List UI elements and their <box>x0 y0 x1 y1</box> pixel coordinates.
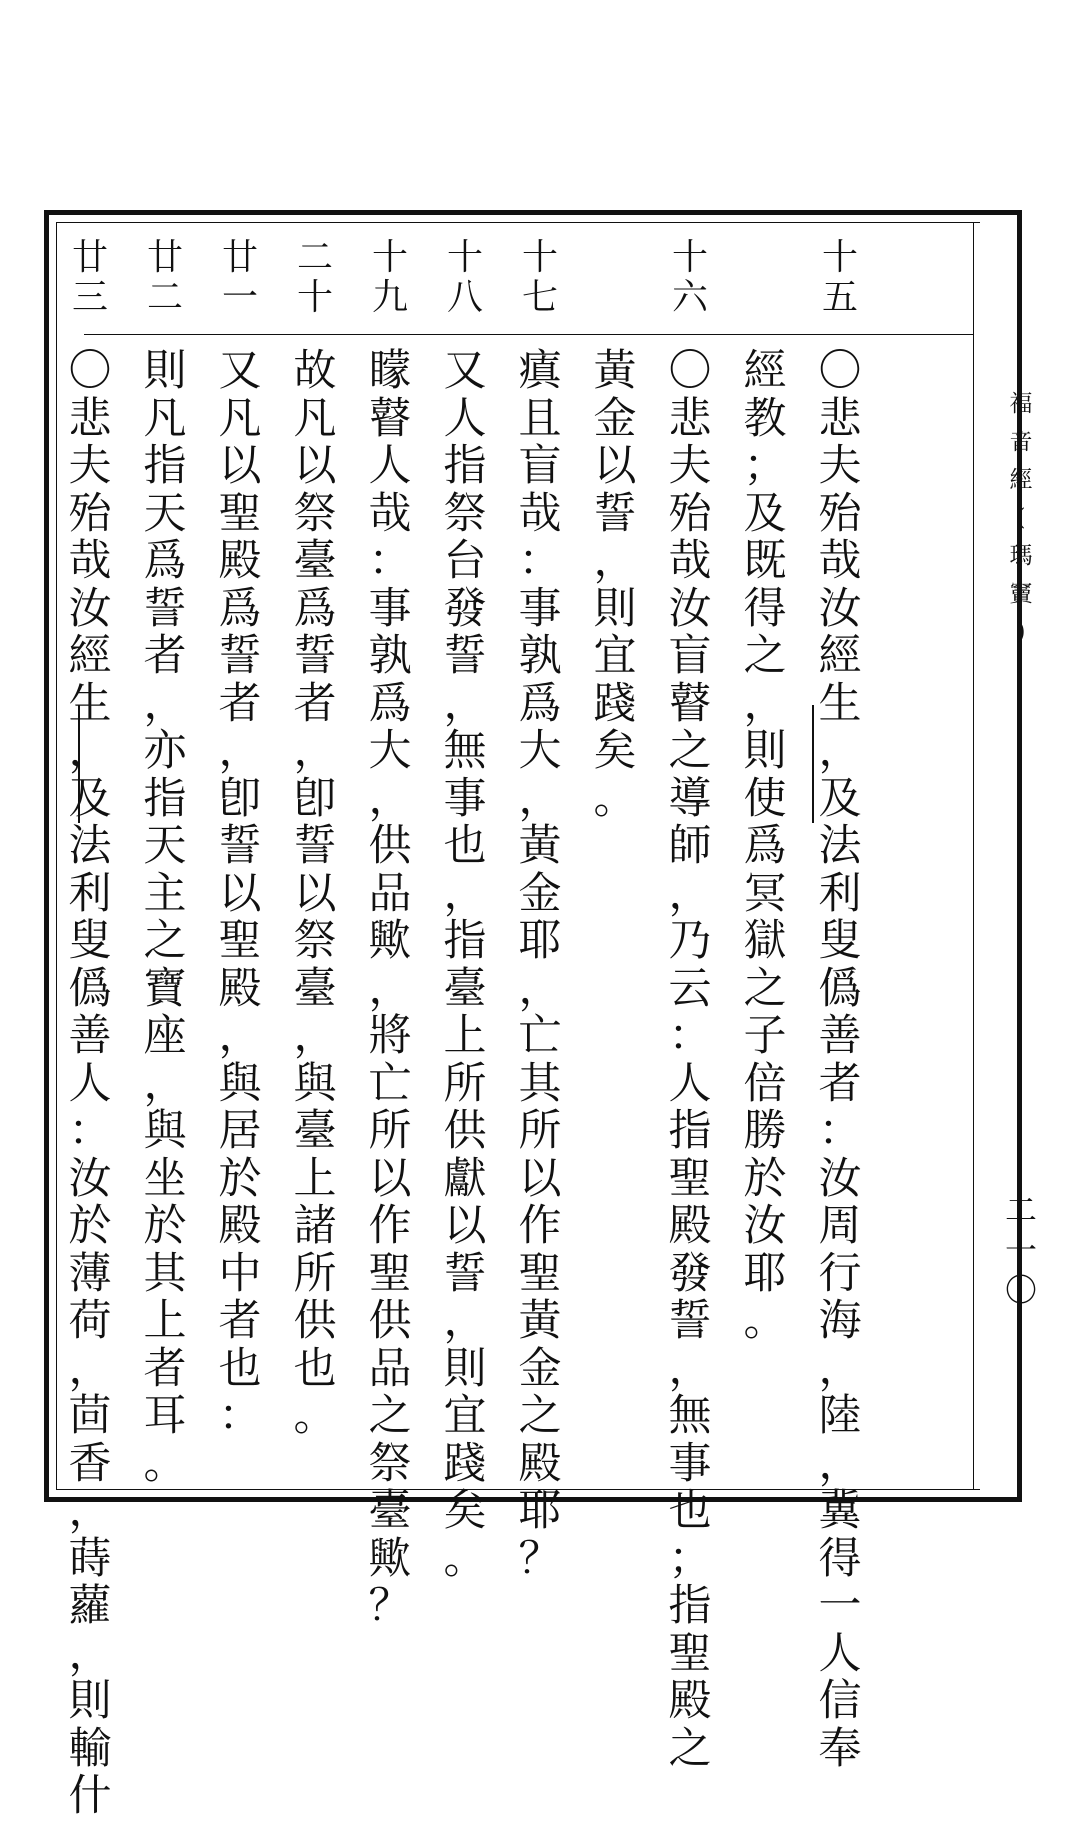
verse-number-rule <box>84 334 973 335</box>
page-number: 二 一 〇 <box>1004 1191 1037 1309</box>
verse-text: 矇 瞽 人 哉 ： 事 孰 爲 大 ， 供 品 歟 ， 將 亡 所 以 作 聖 供 品 之 祭 臺 歟 ？ <box>368 346 412 1631</box>
verse-number: 廿 二 <box>146 237 183 318</box>
verse-text: 又 人 指 祭 台 發 誓 ， 無 事 也 ， 指 臺 上 所 供 獻 以 誓 ， 則 宜 踐 矣 。 <box>443 346 487 1584</box>
verse-number: 十 八 <box>446 237 483 318</box>
verse-text: 則 凡 指 天 爲 誓 者 ， 亦 指 天 主 之 寶 座 ， 與 坐 於 其 上 者 耳 。 <box>143 346 187 1489</box>
verse-number: 廿 一 <box>221 237 258 318</box>
verse-number: 廿 三 <box>71 237 108 318</box>
verse-number: 十 九 <box>371 237 408 318</box>
verse-text: 〇 悲 夫 殆 哉 汝 盲 瞽 之 導 師 ， 乃 云 ： 人 指 聖 殿 發 誓 ， 無 事 也 ； 指 聖 殿 之 <box>668 346 712 1774</box>
verse-number: 二 十 <box>296 237 333 318</box>
verse-number: 十 六 <box>671 237 708 318</box>
verse-number: 十 七 <box>521 237 558 318</box>
verse-text: 〇 悲 夫 殆 哉 汝 經 生 ， 及 法 利 叟 僞 善 者 ： 汝 周 行 海 ， 陸 ， 冀 得 一 人 信 奉 <box>818 346 862 1774</box>
verse-text: 〇 悲 夫 殆 哉 汝 經 生 ， 及 法 利 叟 僞 善 人 ： 汝 於 薄 荷 ， 茴 香 ， 蒔 蘿 ， 則 輸 什 <box>68 346 112 1821</box>
verse-text: 故 凡 以 祭 臺 爲 誓 者 ， 卽 誓 以 祭 臺 ， 與 臺 上 諸 所 供 也 。 <box>293 346 337 1441</box>
verse-text-continuation: 黃 金 以 誓 ， 則 宜 踐 矣 。 <box>593 346 637 824</box>
margin-rule <box>973 222 974 1490</box>
verse-text-continuation: 經 教 ； 及 既 得 之 ， 則 使 爲 冥 獄 之 子 倍 勝 於 汝 耶 。 <box>743 346 787 1346</box>
verse-number: 十 五 <box>821 237 858 318</box>
verse-text: 又 凡 以 聖 殿 爲 誓 者 ， 卽 誓 以 聖 殿 ， 與 居 於 殿 中 者 也 ： <box>218 346 262 1441</box>
proper-name-mark <box>812 705 814 823</box>
verse-text: 瘨 且 盲 哉 ： 事 孰 爲 大 ， 黃 金 耶 ， 亡 其 所 以 作 聖 黃 金 之 殿 耶 ？ <box>518 346 562 1584</box>
running-head-title: 福 音 經 ( 瑪 竇 ) <box>1009 391 1033 645</box>
